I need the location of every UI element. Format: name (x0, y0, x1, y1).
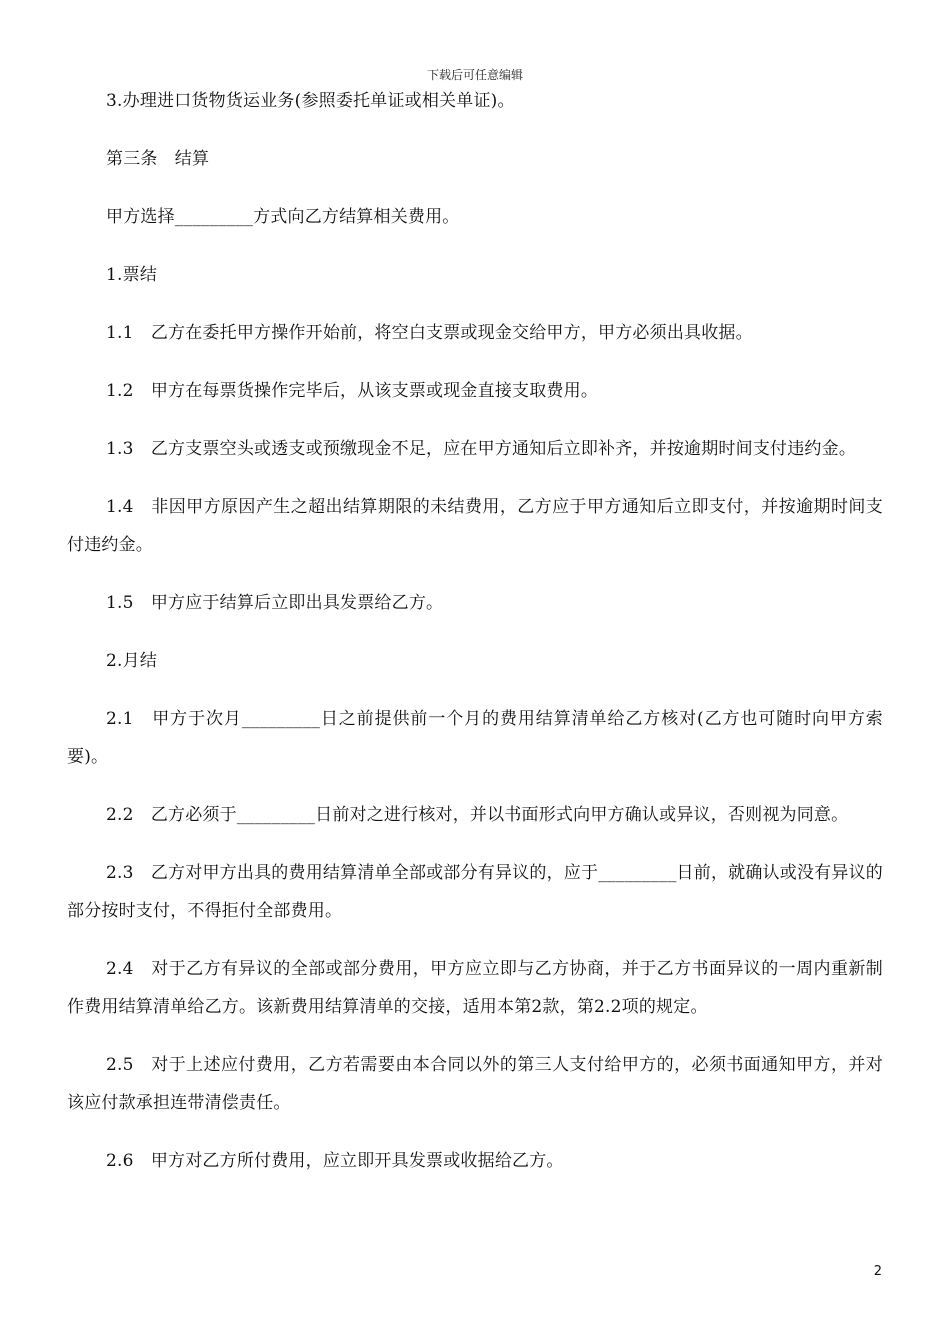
clause-1-5: 1.5 甲方应于结算后立即出具发票给乙方。 (106, 593, 444, 613)
clause-1-2: 1.2 甲方在每票货操作完毕后，从该支票或现金直接支取费用。 (106, 381, 599, 401)
paragraph-settlement-method: 甲方选择_________方式向乙方结算相关费用。 (106, 207, 460, 227)
page-number: 2 (873, 1264, 882, 1279)
section-title-settlement: 第三条 结算 (106, 149, 210, 169)
clause-2-2: 2.2 乙方必须于_________日前对之进行核对，并以书面形式向甲方确认或异议，否则视为同意。 (106, 805, 849, 825)
document-body (67, 82, 883, 1200)
clause-1-4: 1.4 非因甲方原因产生之超出结算期限的未结费用，乙方应于甲方通知后立即支付，并按逾期时间支付违约金。 (67, 497, 883, 555)
clause-2-1: 2.1 甲方于次月_________日之前提供前一个月的费用结算清单给乙方核对(乙方也可随时向甲方索要)。 (67, 709, 883, 767)
heading-per-ticket: 1.票结 (106, 265, 158, 285)
clause-2-4: 2.4 对于乙方有异议的全部或部分费用，甲方应立即与乙方协商，并于乙方书面异议的一周内重新制作费用结算清单给乙方。该新费用结算清单的交接，适用本第2款，第2.2项的规定。 (67, 959, 883, 1017)
clause-2-6: 2.6 甲方对乙方所付费用，应立即开具发票或收据给乙方。 (106, 1151, 564, 1171)
clause-1-3: 1.3 乙方支票空头或透支或预缴现金不足，应在甲方通知后立即补齐，并按逾期时间支付违约金。 (106, 439, 857, 459)
clause-1-1: 1.1 乙方在委托甲方操作开始前，将空白支票或现金交给甲方，甲方必须出具收据。 (106, 323, 753, 343)
heading-monthly: 2.月结 (106, 651, 158, 671)
paragraph-import-business: 3.办理进口货物货运业务(参照委托单证或相关单证)。 (106, 91, 515, 111)
clause-2-3: 2.3 乙方对甲方出具的费用结算清单全部或部分有异议的，应于_________日前，就确认或没有异议的部分按时支付，不得拒付全部费用。 (67, 863, 883, 921)
header-note: 下载后可任意编辑 (426, 68, 523, 82)
clause-2-5: 2.5 对于上述应付费用，乙方若需要由本合同以外的第三人支付给甲方的，必须书面通知甲方，并对该应付款承担连带清偿责任。 (67, 1055, 883, 1113)
